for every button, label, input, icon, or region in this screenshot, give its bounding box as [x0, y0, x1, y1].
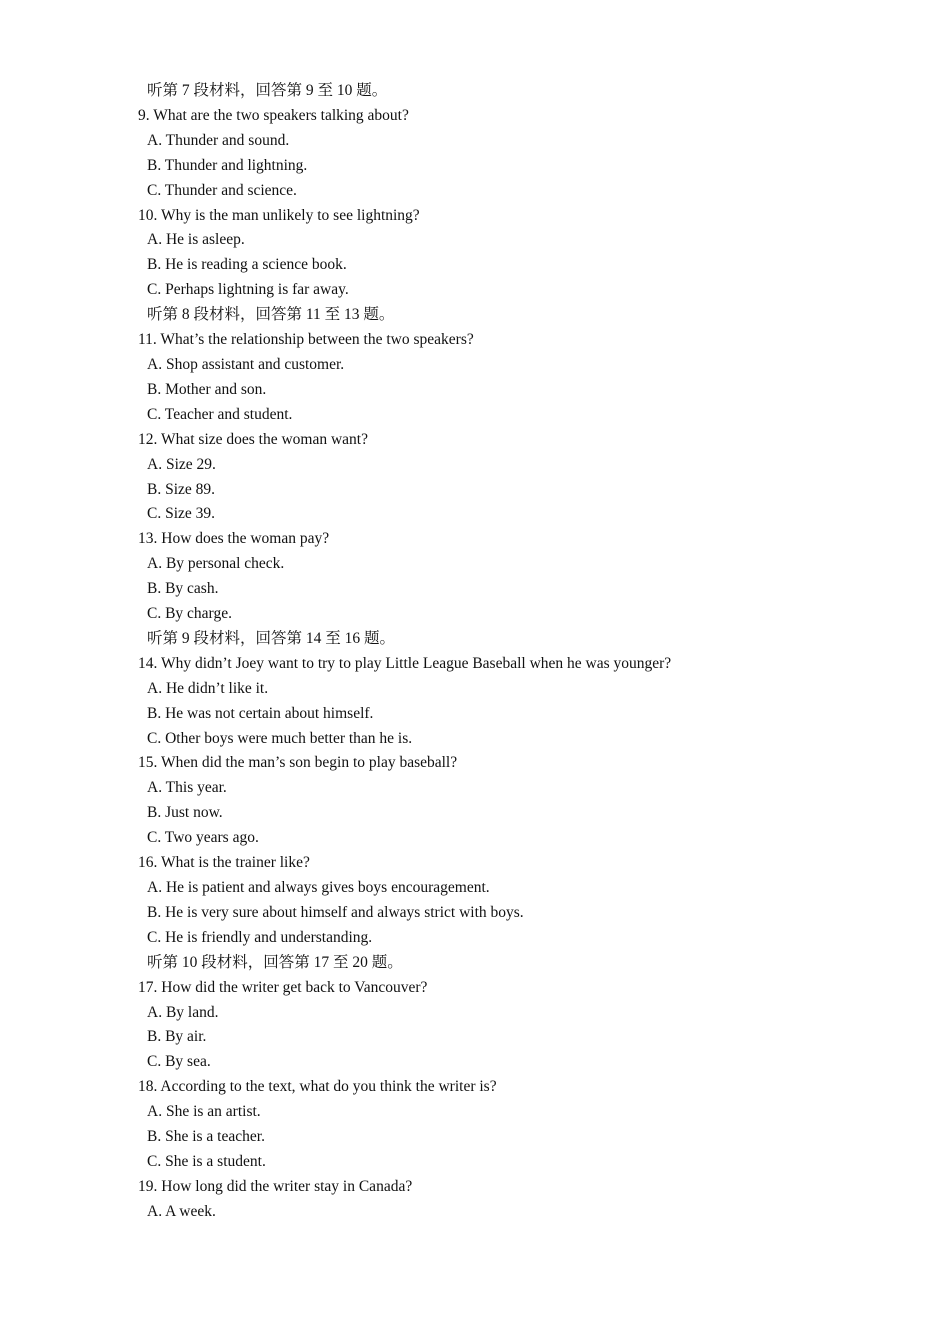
option: B. He is very sure about himself and always strict with boys. [147, 903, 524, 921]
option: B. Size 89. [147, 480, 216, 498]
section-heading: 听第 10 段材料，回答第 17 至 20 题。 [147, 953, 403, 971]
question: 19. How long did the writer stay in Canada? [138, 1177, 413, 1195]
option: A. Size 29. [147, 455, 216, 473]
option: C. Perhaps lightning is far away. [147, 281, 349, 299]
option: C. Size 39. [147, 505, 216, 523]
option: C. She is a student. [147, 1152, 266, 1170]
option: A. Thunder and sound. [147, 131, 290, 149]
option: A. He is patient and always gives boys encouragement. [147, 879, 490, 896]
option: A. He is asleep. [147, 231, 245, 249]
option: A. A week. [147, 1202, 216, 1220]
option: B. He was not certain about himself. [147, 704, 374, 722]
section-heading: 听第 9 段材料，回答第 14 至 16 题。 [147, 629, 396, 647]
question: 15. When did the man’s son begin to play baseball? [138, 754, 458, 772]
option: B. He is reading a science book. [147, 256, 347, 274]
question: 9. What are the two speakers talking about? [138, 106, 409, 124]
option: C. By sea. [147, 1053, 211, 1071]
option: A. By land. [147, 1003, 219, 1021]
option: A. She is an artist. [147, 1103, 261, 1121]
option: B. Just now. [147, 804, 223, 822]
question: 12. What size does the woman want? [138, 430, 368, 448]
option: C. By charge. [147, 605, 232, 623]
option: C. He is friendly and understanding. [147, 928, 373, 946]
option: C. Teacher and student. [147, 405, 293, 423]
option: C. Two years ago. [147, 829, 259, 847]
question: 18. According to the text, what do you think the writer is? [138, 1078, 497, 1096]
question: 10. Why is the man unlikely to see lightning? [138, 206, 420, 224]
question: 11. What’s the relationship between the two speakers? [138, 331, 474, 349]
option: B. She is a teacher. [147, 1128, 265, 1146]
option: B. Thunder and lightning. [147, 156, 308, 174]
section-heading: 听第 7 段材料，回答第 9 至 10 题。 [147, 82, 388, 99]
question: 16. What is the trainer like? [138, 854, 310, 872]
option: A. This year. [147, 779, 227, 797]
document-page [0, 79, 950, 1225]
option: C. Other boys were much better than he is. [147, 729, 413, 747]
question: 14. Why didn’t Joey want to try to play Little League Baseball when he was younger? [138, 654, 672, 672]
option: A. By personal check. [147, 555, 285, 573]
option: B. By cash. [147, 580, 219, 598]
section-heading: 听第 8 段材料，回答第 11 至 13 题。 [147, 306, 395, 324]
option: A. Shop assistant and customer. [147, 355, 345, 373]
option: B. Mother and son. [147, 380, 267, 398]
option: C. Thunder and science. [147, 181, 297, 199]
option: A. He didn’t like it. [147, 679, 269, 697]
question: 13. How does the woman pay? [138, 530, 330, 548]
question: 17. How did the writer get back to Vancouver? [138, 978, 428, 996]
option: B. By air. [147, 1028, 207, 1046]
